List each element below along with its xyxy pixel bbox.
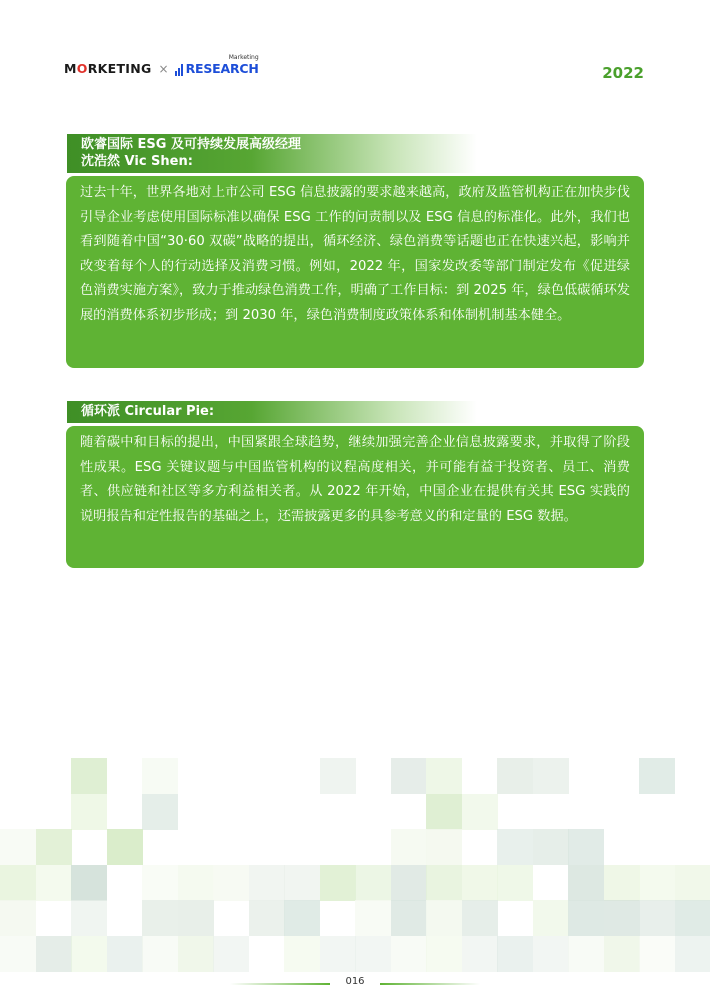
mosaic-tile — [568, 829, 604, 865]
mosaic-tile — [355, 936, 391, 972]
mosaic-tile — [639, 936, 675, 972]
mosaic-tile — [71, 865, 107, 901]
mosaic-tile — [71, 900, 107, 936]
mosaic-tile — [36, 829, 72, 865]
mosaic-tile — [639, 758, 675, 794]
mosaic-tile — [249, 900, 285, 936]
mosaic-tile — [675, 936, 710, 972]
mosaic-tile — [320, 865, 356, 901]
mosaic-tile — [36, 865, 72, 901]
mosaic-tile — [391, 829, 427, 865]
mosaic-tile — [426, 758, 462, 794]
mosaic-tile — [142, 936, 178, 972]
mosaic-tile — [604, 865, 640, 901]
mosaic-tile — [0, 865, 36, 901]
speaker-title: 欧睿国际 ESG 及可持续发展高级经理 — [81, 137, 301, 152]
mosaic-tile — [497, 865, 533, 901]
mosaic-tile — [355, 900, 391, 936]
mosaic-tile — [639, 865, 675, 901]
decorative-mosaic — [0, 758, 710, 978]
mosaic-tile — [568, 865, 604, 901]
quote-text: 过去十年，世界各地对上市公司 ESG 信息披露的要求越来越高，政府及监管机构正在加快步伐引导企业考虑使用国际标准以确保 ESG 工作的问责制以及 ESG 信息的标准化。此外，我们也看到随着中国“30·60 双碳”战略的提出，循环经济、绿色消费等话题也正在快速兴起，影响并改变着每个人的行动选择及消费习惯。例如，2022 年，国家发改委等部门制定发布《促进绿色消费实施方案》，致力于推动绿色消费工作，明确了工作目标：到 2025 年，绿色低碳循环发展的消费体系初步形成；到 2030 年，绿色消费制度政策体系和体制机制基本健全。 — [80, 185, 630, 323]
mosaic-tile — [604, 900, 640, 936]
mosaic-tile — [107, 936, 143, 972]
mosaic-tile — [675, 900, 710, 936]
mosaic-tile — [462, 865, 498, 901]
mosaic-tile — [533, 936, 569, 972]
quote-box — [66, 426, 644, 568]
mosaic-tile — [320, 936, 356, 972]
mosaic-tile — [426, 900, 462, 936]
mosaic-tile — [568, 900, 604, 936]
mosaic-tile — [0, 900, 36, 936]
mosaic-tile — [533, 758, 569, 794]
mosaic-tile — [391, 900, 427, 936]
mosaic-tile — [213, 865, 249, 901]
mosaic-tile — [71, 794, 107, 830]
mosaic-tile — [142, 794, 178, 830]
mosaic-tile — [533, 829, 569, 865]
mosaic-tile — [497, 758, 533, 794]
mosaic-tile — [107, 829, 143, 865]
mosaic-tile — [0, 936, 36, 972]
mosaic-tile — [675, 865, 710, 901]
research-wordmark: RESEARCH — [185, 61, 259, 76]
mosaic-tile — [391, 758, 427, 794]
mosaic-tile — [71, 936, 107, 972]
mosaic-tile — [462, 936, 498, 972]
mosaic-tile — [249, 865, 285, 901]
mosaic-tile — [533, 900, 569, 936]
mosaic-tile — [568, 936, 604, 972]
mosaic-tile — [391, 936, 427, 972]
mosaic-tile — [391, 865, 427, 901]
section-heading — [67, 134, 477, 173]
mosaic-tile — [213, 936, 249, 972]
mosaic-tile — [178, 900, 214, 936]
mosaic-tile — [178, 936, 214, 972]
bars-icon — [175, 64, 184, 76]
mosaic-tile — [142, 865, 178, 901]
mosaic-tile — [462, 794, 498, 830]
research-small-label: Marketing — [228, 54, 259, 61]
times-sign: × — [158, 62, 169, 76]
mosaic-tile — [0, 829, 36, 865]
marketing-logo: MORKETING — [64, 61, 152, 76]
mosaic-tile — [426, 936, 462, 972]
speaker-name: 循环派 Circular Pie: — [81, 404, 215, 419]
mosaic-tile — [284, 865, 320, 901]
mosaic-tile — [497, 936, 533, 972]
speaker-name: 沈浩然 Vic Shen: — [81, 154, 193, 169]
footer-rule-left — [230, 983, 330, 985]
mosaic-tile — [142, 900, 178, 936]
mosaic-tile — [426, 865, 462, 901]
mosaic-tile — [604, 936, 640, 972]
footer-rule-right — [380, 983, 480, 985]
mosaic-tile — [142, 758, 178, 794]
mosaic-tile — [71, 758, 107, 794]
quote-text: 随着碳中和目标的提出，中国紧跟全球趋势，继续加强完善企业信息披露要求，并取得了阶段性成果。ESG 关键议题与中国监管机构的议程高度相关，并可能有益于投资者、员工、消费者、供应链和社区等多方利益相关者。从 2022 年开始，中国企业在提供有关其 ESG 实践的说明报告和定性报告的基础之上，还需披露更多的具参考意义的和定量的 ESG 数据。 — [80, 435, 630, 524]
mosaic-tile — [426, 794, 462, 830]
page-number: 016 — [345, 976, 365, 987]
mosaic-tile — [462, 900, 498, 936]
mosaic-tile — [355, 865, 391, 901]
mosaic-tile — [497, 829, 533, 865]
mosaic-tile — [178, 865, 214, 901]
mosaic-tile — [284, 936, 320, 972]
mosaic-tile — [284, 900, 320, 936]
brand-logo — [64, 54, 259, 76]
mosaic-tile — [320, 758, 356, 794]
mosaic-tile — [639, 900, 675, 936]
quote-box — [66, 176, 644, 368]
research-logo — [175, 54, 259, 76]
section-heading — [67, 401, 477, 423]
report-year: 2022 — [602, 64, 644, 82]
page-footer — [0, 975, 710, 993]
mosaic-tile — [36, 936, 72, 972]
mosaic-tile — [426, 829, 462, 865]
